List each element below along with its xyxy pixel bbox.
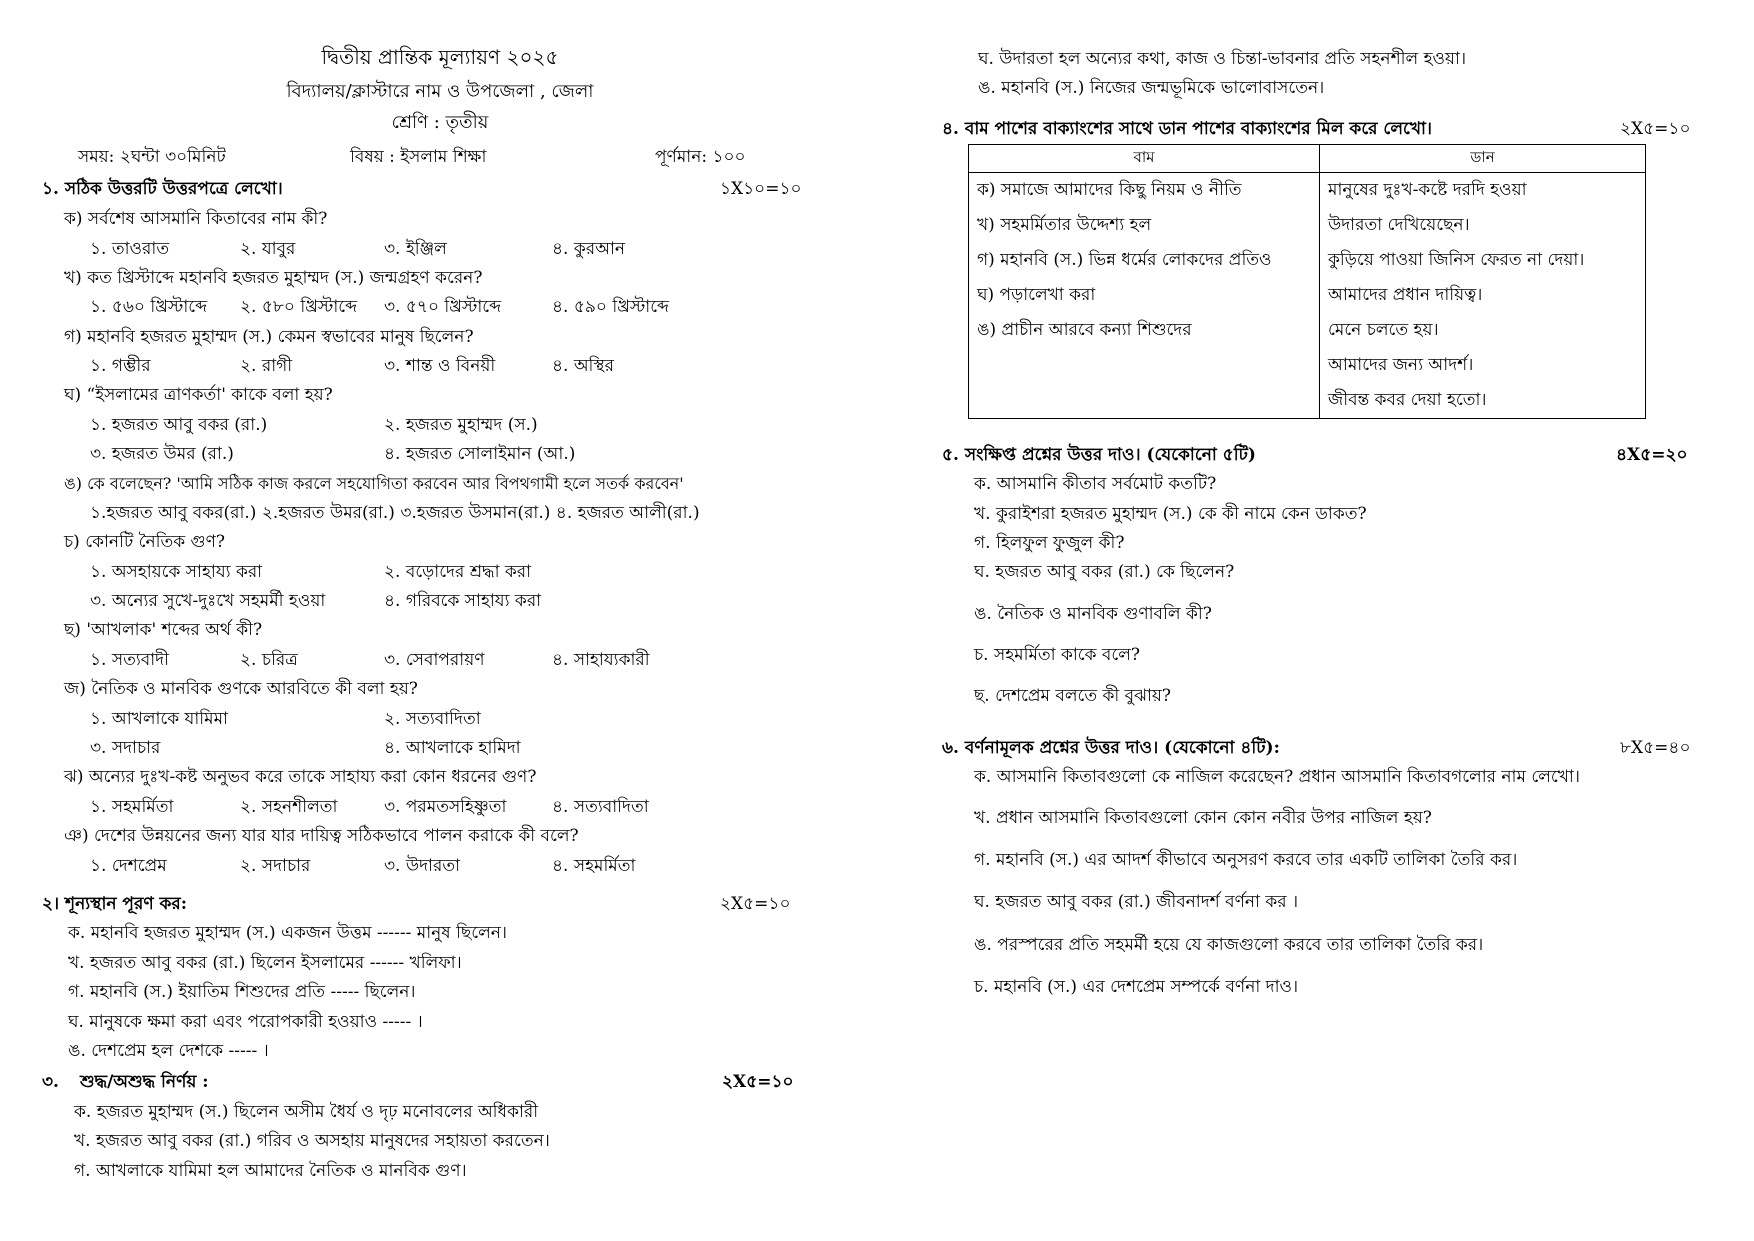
- q5-item: খ. কুরাইশরা হজরত মুহাম্মদ (স.) কে কী নামে কেন ডাকত?: [974, 504, 1367, 524]
- q1-option: ২. চরিত্র: [240, 650, 298, 670]
- q1-option: ১. দেশপ্রেম: [90, 856, 167, 876]
- q1-option: ৩. শান্ত ও বিনয়ী: [384, 356, 496, 376]
- q6-title: ৬. বর্ণনামূলক প্রশ্নের উত্তর দাও। (যেকোনো ৪টি):: [942, 738, 1280, 758]
- q1-option: ১. তাওরাত: [90, 239, 170, 259]
- q1-question: ঙ) কে বলেছেন? 'আমি সঠিক কাজ করলে সহযোগিতা করবেন আর বিপথগামী হলে সতর্ক করবেন': [64, 474, 684, 493]
- q4-marks: ২X৫=১০: [1620, 119, 1691, 139]
- table-row: [969, 313, 1646, 348]
- q1-question: ঝ) অন্যের দুঃখ-কষ্ট অনুভব করে তাকে সাহায্য করা কোন ধরনের গুণ?: [64, 767, 537, 787]
- q2-item: ক. মহানবি হজরত মুহাম্মদ (স.) একজন উত্তম ------ মানুষ ছিলেন।: [68, 923, 507, 943]
- q1-option: ৪. গরিবকে সাহায্য করা: [384, 591, 542, 611]
- school-name-line: বিদ্যালয়/ক্লাস্টারে নাম ও উপজেলা , জেলা: [286, 81, 594, 102]
- q5-item: ক. আসমানি কীতাব সর্বমোট কতটি?: [974, 474, 1217, 494]
- q6-item: খ. প্রধান আসমানি কিতাবগুলো কোন কোন নবীর উপর নাজিল হয়?: [974, 808, 1432, 828]
- q1-option: ৪. আখলাকে হামিদা: [384, 738, 521, 758]
- q1-title: ১. সঠিক উত্তরটি উত্তরপত্রে লেখো।: [42, 179, 283, 199]
- q5-item: ঙ. নৈতিক ও মানবিক গুণাবলি কী?: [974, 604, 1212, 624]
- full-marks: পূর্ণমান: ১০০: [655, 147, 746, 167]
- q1-option: ১. সত্যবাদী: [90, 650, 169, 670]
- q2-item: ঘ. মানুষকে ক্ষমা করা এবং পরোপকারী হওয়াও ----- ।: [68, 1012, 423, 1032]
- class-line: শ্রেণি : তৃতীয়: [391, 112, 489, 133]
- q1-option: ৩. সদাচার: [90, 738, 161, 758]
- q1-option: ৪. সাহায্যকারী: [552, 650, 650, 670]
- q6-item: ঙ. পরস্পরের প্রতি সহমর্মী হয়ে যে কাজগুলো করবে তার তালিকা তৈরি কর।: [974, 935, 1484, 955]
- q1-option: ২. হজরত মুহাম্মদ (স.): [384, 415, 538, 435]
- q5-marks: ৪X৫=২০: [1616, 445, 1688, 465]
- right-phrase: জীবন্ত কবর দেয়া হতো।: [1320, 383, 1646, 419]
- matching-table: [968, 144, 1646, 419]
- q1-option: ২. ৫৮০ খ্রিস্টাব্দে: [240, 297, 358, 317]
- q1-option: ১. সহমর্মিতা: [90, 797, 174, 817]
- q3-marks: ২X৫=১০: [722, 1072, 794, 1092]
- left-phrase: খ) সহমর্মিতার উদ্দেশ্য হল: [969, 208, 1320, 243]
- q5-item: ছ. দেশপ্রেম বলতে কী বুঝায়?: [974, 686, 1172, 706]
- column-header-right: ডান: [1320, 145, 1646, 173]
- table-row: [969, 208, 1646, 243]
- left-phrase: ঘ) পড়ালেখা করা: [969, 278, 1320, 313]
- right-phrase: আমাদের প্রধান দায়িত্ব।: [1320, 278, 1646, 313]
- left-phrase: গ) মহানবি (স.) ভিন্ন ধর্মের লোকদের প্রতিও: [969, 243, 1320, 278]
- q2-marks: ২X৫=১০: [720, 894, 791, 914]
- right-phrase: মেনে চলতে হয়।: [1320, 313, 1646, 348]
- q1-marks: ১X১০=১০: [720, 179, 802, 199]
- left-phrase: [969, 383, 1320, 419]
- left-phrase: ক) সমাজে আমাদের কিছু নিয়ম ও নীতি: [969, 173, 1320, 209]
- left-phrase: [969, 348, 1320, 383]
- q1-option: ৪. কুরআন: [552, 239, 626, 259]
- right-column: [880, 0, 1754, 1241]
- q6-item: ক. আসমানি কিতাবগুলো কে নাজিল করেছেন? প্রধান আসমানি কিতাবগলোর নাম লেখো।: [974, 767, 1580, 787]
- q1-option: ৩. উদারতা: [384, 856, 461, 876]
- exam-title: দ্বিতীয় প্রান্তিক মূল্যায়ণ ২০২৫: [321, 45, 559, 69]
- table-row: [969, 348, 1646, 383]
- right-phrase: কুড়িয়ে পাওয়া জিনিস ফেরত না দেয়া।: [1320, 243, 1646, 278]
- q1-question: জ) নৈতিক ও মানবিক গুণকে আরবিতে কী বলা হয়?: [64, 679, 418, 699]
- table-row: [969, 243, 1646, 278]
- q1-option: ৪. সহমর্মিতা: [552, 856, 636, 876]
- q1-option: ৩. ৫৭০ খ্রিস্টাব্দে: [384, 297, 502, 317]
- exam-subject: বিষয় : ইসলাম শিক্ষা: [350, 147, 487, 167]
- q1-question: ঞ) দেশের উন্নয়নের জন্য যার যার দায়িত্ব সঠিকভাবে পালন করাকে কী বলে?: [64, 826, 579, 846]
- q6-item: চ. মহানবি (স.) এর দেশপ্রেম সম্পর্কে বর্ণনা দাও।: [974, 977, 1299, 997]
- q3-item: ঘ. উদারতা হল অন্যের কথা, কাজ ও চিন্তা-ভাবনার প্রতি সহনশীল হওয়া।: [978, 49, 1467, 69]
- column-header-left: বাম: [969, 145, 1320, 173]
- q1-option: ৩. পরমতসহিষ্ণুতা: [384, 797, 507, 817]
- q1-question: চ) কোনটি নৈতিক গুণ?: [64, 532, 226, 552]
- q1-option: ১. গম্ভীর: [90, 356, 151, 376]
- q1-option: ৪. ৫৯০ খ্রিস্টাব্দে: [552, 297, 669, 317]
- q6-item: ঘ. হজরত আবু বকর (রা.) জীবনাদর্শ বর্ণনা কর ।: [974, 892, 1299, 912]
- q1-option: ৪. হজরত সোলাইমান (আ.): [384, 444, 576, 464]
- q2-item: ঙ. দেশপ্রেম হল দেশকে ----- ।: [68, 1041, 269, 1061]
- q1-option: ২. সত্যবাদিতা: [384, 709, 481, 729]
- q1-option: ২. বড়োদের শ্রদ্ধা করা: [384, 562, 532, 582]
- q1-option: ৩. সেবাপরায়ণ: [384, 650, 485, 670]
- q5-item: গ. হিলফুল ফুজুল কী?: [974, 533, 1125, 553]
- q1-option: ১. আখলাকে যামিমা: [90, 709, 228, 729]
- q3-number: ৩.: [42, 1072, 59, 1092]
- q6-item: গ. মহানবি (স.) এর আদর্শ কীভাবে অনুসরণ করবে তার একটি তালিকা তৈরি কর।: [974, 850, 1518, 870]
- q1-question: ঘ) “ইসলামের ত্রাণকর্তা' কাকে বলা হয়?: [64, 385, 333, 405]
- q1-option: ১. ৫৬০ খ্রিস্টাব্দে: [90, 297, 208, 317]
- q5-title: ৫. সংক্ষিপ্ত প্রশ্নের উত্তর দাও। (যেকোনো ৫টি): [942, 445, 1256, 465]
- q1-option: ৪. অস্থির: [552, 356, 615, 376]
- q3-item: গ. আখলাকে যামিমা হল আমাদের নৈতিক ও মানবিক গুণ।: [74, 1161, 467, 1181]
- q1-option: ৩. ইঞ্জিল: [384, 239, 447, 259]
- q2-item: গ. মহানবি (স.) ইয়াতিম শিশুদের প্রতি ----- ছিলেন।: [68, 982, 416, 1002]
- q3-title: শুদ্ধ/অশুদ্ধ নির্ণয় :: [80, 1072, 209, 1092]
- q1-option: ৪. সত্যবাদিতা: [552, 797, 649, 817]
- table-row: [969, 383, 1646, 419]
- q4-title: ৪. বাম পাশের বাক্যাংশের সাথে ডান পাশের বাক্যাংশের মিল করে লেখো।: [942, 119, 1432, 139]
- q1-option: ১. হজরত আবু বকর (রা.): [90, 415, 268, 435]
- table-row: [969, 278, 1646, 313]
- right-phrase: উদারতা দেখিয়েছেন।: [1320, 208, 1646, 243]
- q2-item: খ. হজরত আবু বকর (রা.) ছিলেন ইসলামের ------ খলিফা।: [68, 953, 462, 973]
- left-phrase: ঙ) প্রাচীন আরবে কন্যা শিশুদের: [969, 313, 1320, 348]
- q5-item: ঘ. হজরত আবু বকর (রা.) কে ছিলেন?: [974, 562, 1235, 582]
- exam-time: সময়: ২ঘন্টা ৩০মিনিট: [78, 147, 226, 167]
- q1-options-line: ১.হজরত আবু বকর(রা.) ২.হজরত উমর(রা.) ৩.হজরত উসমান(রা.) ৪. হজরত আলী(রা.): [90, 503, 700, 523]
- q1-option: ২. রাগী: [240, 356, 293, 376]
- q1-option: ২. সদাচার: [240, 856, 311, 876]
- q5-item: চ. সহমর্মিতা কাকে বলে?: [974, 645, 1141, 665]
- q3-item: খ. হজরত আবু বকর (রা.) গরিব ও অসহায় মানুষদের সহায়তা করতেন।: [74, 1131, 550, 1151]
- q1-option: ৩. হজরত উমর (রা.): [90, 444, 234, 464]
- right-phrase: মানুষের দুঃখ-কষ্টে দরদি হওয়া: [1320, 173, 1646, 209]
- q3-item: ঙ. মহানবি (স.) নিজের জন্মভূমিকে ভালোবাসতেন।: [978, 78, 1325, 98]
- q1-option: ৩. অন্যের সুখে-দুঃখে সহমর্মী হওয়া: [90, 591, 326, 611]
- q1-option: ২. সহনশীলতা: [240, 797, 338, 817]
- table-header-row: [969, 145, 1646, 173]
- q6-marks: ৮X৫=৪০: [1620, 738, 1691, 758]
- q1-question: ছ) 'আখলাক' শব্দের অর্থ কী?: [64, 620, 263, 640]
- q3-item: ক. হজরত মুহাম্মদ (স.) ছিলেন অসীম ধৈর্য ও দৃঢ় মনোবলের অধিকারী: [74, 1102, 539, 1122]
- q1-option: ১. অসহায়কে সাহায্য করা: [90, 562, 263, 582]
- right-phrase: আমাদের জন্য আদর্শ।: [1320, 348, 1646, 383]
- table-row: [969, 173, 1646, 209]
- q1-question: গ) মহানবি হজরত মুহাম্মদ (স.) কেমন স্বভাবের মানুষ ছিলেন?: [64, 327, 474, 347]
- q1-question: ক) সর্বশেষ আসমানি কিতাবের নাম কী?: [64, 209, 328, 229]
- q1-question: খ) কত খ্রিস্টাব্দে মহানবি হজরত মুহাম্মদ (স.) জন্মগ্রহণ করেন?: [64, 268, 483, 288]
- q2-title: ২। শূন্যস্থান পূরণ কর:: [42, 894, 188, 914]
- q1-option: ২. যাবুর: [240, 239, 296, 259]
